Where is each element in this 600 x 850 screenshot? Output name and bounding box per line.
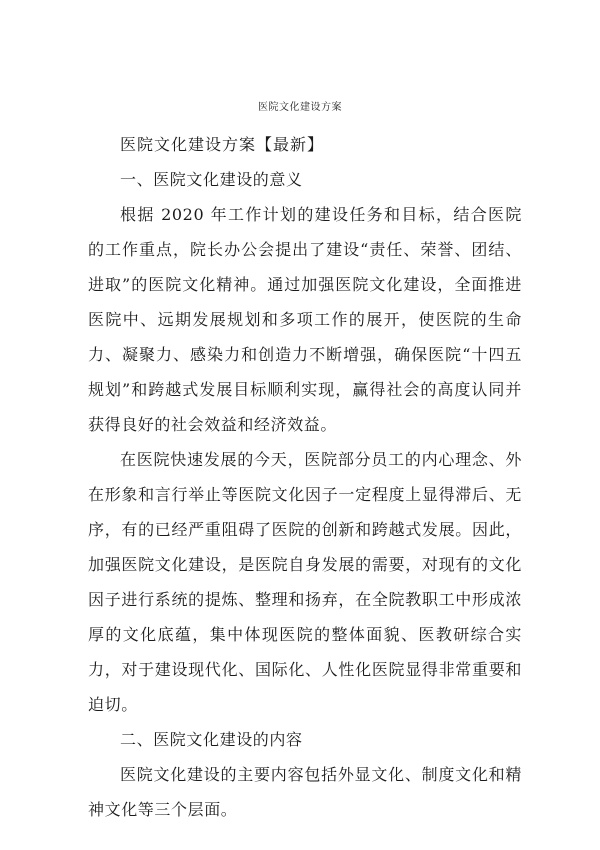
document-title: 医院文化建设方案【最新】 [120, 135, 325, 154]
section-heading-1: 一、医院文化建设的意义 [120, 170, 303, 189]
document-body [88, 127, 522, 827]
paragraph-2: 在医院快速发展的今天，医院部分员工的内心理念、外在形象和言行举止等医院文化因子一定程度上显得滞后、无序，有的已经严重阻碍了医院的创新和跨越式发展。因此，加强医院文化建设，是医院自身发展的需要，对现有的文化因子进行系统的提炼、整理和扬弃，在全院教职工中形成浓厚的文化底蕴，集中体现医院的整体面貌、医教研综合实力，对于建设现代化、国际化、人性化医院显得非常重要和迫切。 [88, 450, 522, 714]
paragraph-1: 根据 2020 年工作计划的建设任务和目标，结合医院的工作重点，院长办公会提出了建设“责任、荣誉、团结、进取”的医院文化精神。通过加强医院文化建设，全面推进医院中、远期发展规划和多项工作的展开，使医院的生命力、凝聚力、感染力和创造力不断增强，确保医院“十四五规划”和跨越式发展目标顺利实现，赢得社会的高度认同并获得良好的社会效益和经济效益。 [88, 205, 522, 434]
running-header: 医院文化建设方案 [258, 102, 342, 113]
section-heading-2: 二、医院文化建设的内容 [120, 730, 303, 749]
paragraph-3: 医院文化建设的主要内容包括外显文化、制度文化和精神文化等三个层面。 [88, 765, 522, 819]
